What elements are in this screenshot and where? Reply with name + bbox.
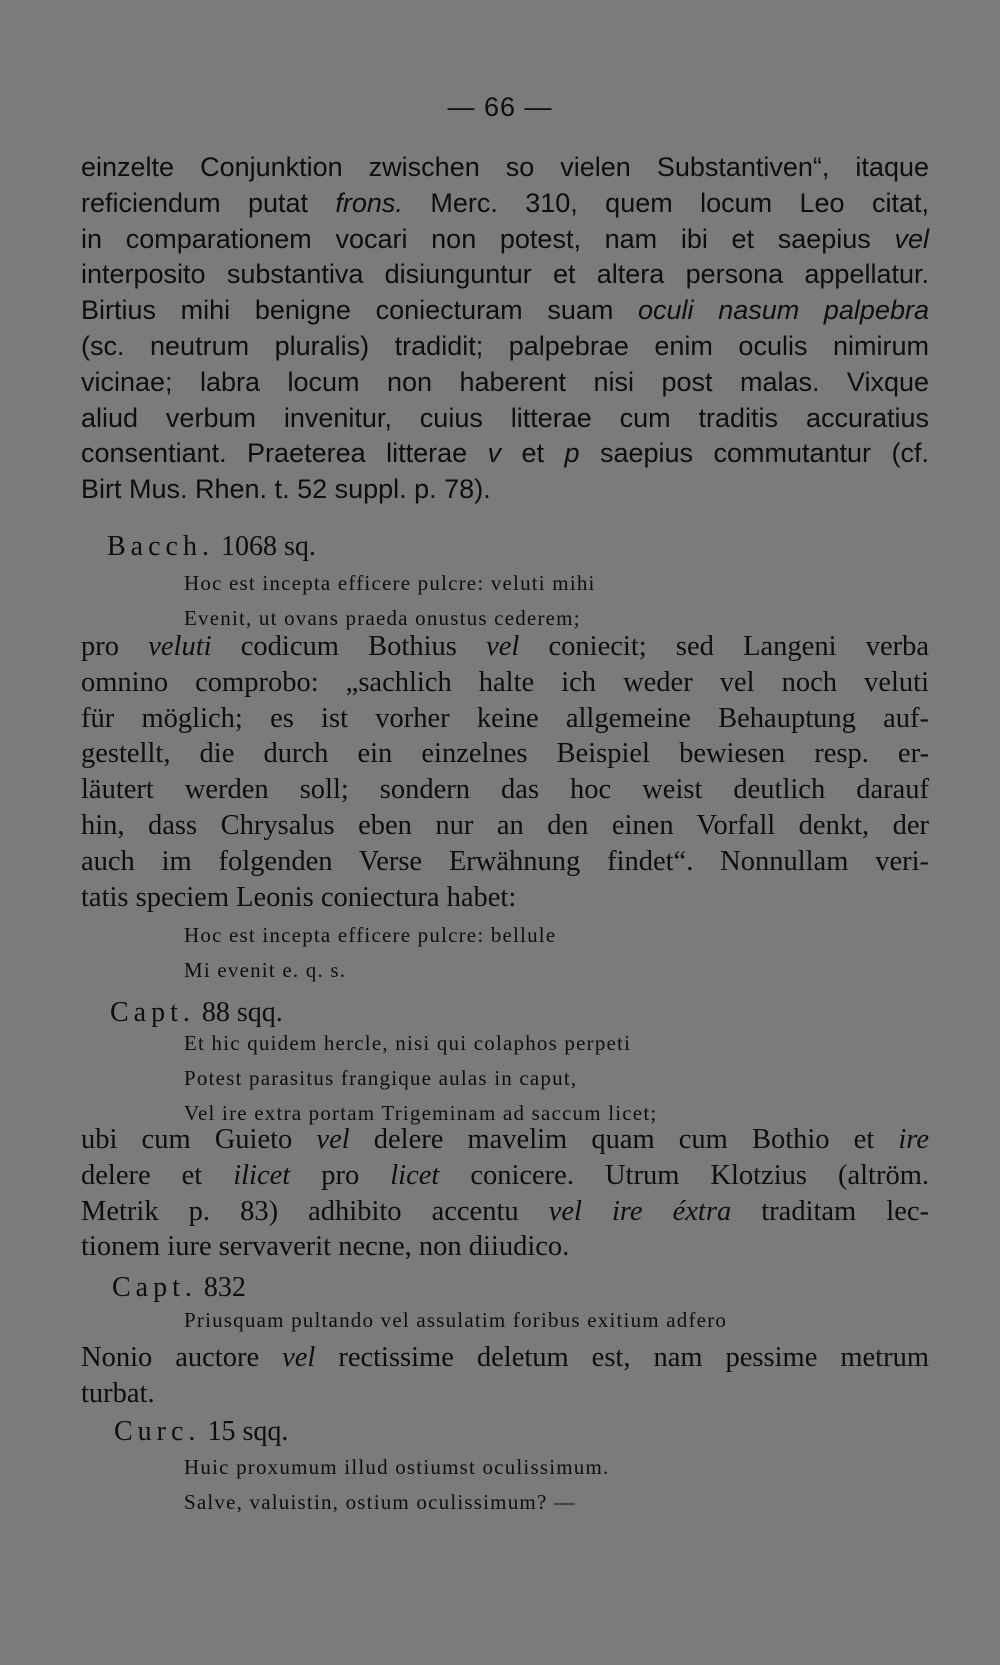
text-line: tatis speciem Leonis coniectura habet: (81, 881, 517, 913)
text-line: Priusquam pultando vel assulatim foribus exitium adfero (184, 1308, 728, 1332)
text-line: für möglich; es ist vorher keine allgemeine Behauptung auf- (81, 702, 929, 734)
paragraph-2 (81, 629, 929, 915)
paragraph-4 (81, 1340, 929, 1412)
quote-2 (184, 918, 556, 988)
quote-5 (184, 1450, 609, 1520)
text-line: hin, dass Chrysalus eben nur an den einen Vorfall denkt, der (81, 809, 929, 841)
text-line: Metrik p. 83) adhibito accentu vel ire éxtra traditam lec- (81, 1195, 930, 1227)
text-line: einzelte Conjunktion zwischen so vielen Substantiven“, itaque (81, 152, 929, 182)
text-line: (sc. neutrum pluralis) tradidit; palpebrae enim oculis nimirum (81, 330, 929, 361)
italic-text: vel (316, 1124, 350, 1155)
text-line: vicinae; labra locum non haberent nisi post malas. Vixque (81, 366, 929, 397)
italic-text: frons. (335, 187, 403, 218)
reference-lines: 15 sqq. (207, 1416, 289, 1447)
text-line: Salve, valuistin, ostium oculissimum? — (184, 1490, 577, 1514)
text-line: Vel ire extra portam Trigeminam ad saccum licet; (184, 1101, 658, 1125)
reference-work: Bacch. (107, 531, 214, 562)
italic-text: ilicet (233, 1159, 291, 1191)
text-line: Hoc est incepta efficere pulcre: bellule (184, 923, 557, 947)
text-line: tionem iure servaverit necne, non diiudico. (81, 1231, 570, 1263)
quote-1 (184, 566, 596, 636)
reference-bacch (107, 530, 316, 564)
text-line: auch im folgenden Verse Erwähnung findet“. Nonnullam veri- (81, 845, 929, 877)
reference-lines: 1068 sq. (220, 531, 316, 562)
reference-lines: 832 (203, 1272, 246, 1303)
page-number: — 66 — (447, 92, 553, 122)
italic-text: ire (898, 1124, 929, 1155)
text-line: Mi evenit e. q. s. (184, 958, 347, 982)
reference-capt-88 (110, 996, 283, 1030)
reference-capt-832 (112, 1271, 246, 1305)
text-line: consentiant. Praeterea litterae v et p saepius commutantur (cf. (81, 438, 929, 469)
text-line: pro veluti codicum Bothius vel coniecit; sed Langeni verba (81, 631, 930, 662)
text-line: Nonio auctore vel rectissime deletum est, nam pessime metrum (81, 1342, 929, 1373)
quote-4 (184, 1303, 727, 1338)
paragraph-1 (81, 150, 929, 508)
text-line: interposito substantiva disiunguntur et altera persona appellatur. (81, 259, 929, 290)
text-line: Et hic quidem hercle, nisi qui colaphos perpeti (184, 1031, 632, 1055)
text-line: gestellt, die durch ein einzelnes Beispiel bewiesen resp. er- (81, 738, 929, 770)
reference-work: Capt. (112, 1272, 197, 1303)
text-line: turbat. (81, 1377, 155, 1409)
text-line: delere et ilicet pro licet conicere. Utrum Klotzius (altröm. (81, 1159, 929, 1191)
italic-text: vel (486, 631, 520, 662)
reference-lines: 88 sqq. (201, 997, 283, 1028)
italic-text: oculi nasum palpebra (638, 295, 929, 326)
italic-text: vel (894, 223, 929, 254)
italic-text: vel ire éxtra (548, 1195, 732, 1227)
italic-text: v (487, 438, 502, 469)
text-line: ubi cum Guieto vel delere mavelim quam cum Bothio et ire (81, 1124, 929, 1155)
italic-text: p (564, 438, 580, 469)
text-line: läutert werden soll; sondern das hoc weist deutlich darauf (81, 774, 929, 806)
text-line: reficiendum putat frons. Merc. 310, quem locum Leo citat, (81, 187, 929, 218)
quote-3 (184, 1026, 657, 1131)
reference-curc (114, 1415, 288, 1449)
text-line: Evenit, ut ovans praeda onustus cederem; (184, 606, 581, 630)
text-line: Hoc est incepta efficere pulcre: veluti mihi (184, 571, 596, 595)
italic-text: licet (390, 1159, 440, 1191)
text-line: Birtius mihi benigne coniecturam suam oculi nasum palpebra (81, 295, 929, 326)
text-line: aliud verbum invenitur, cuius litterae cum traditis accuratius (81, 402, 929, 433)
reference-work: Capt. (110, 997, 195, 1028)
text-line: Huic proxumum illud ostiumst oculissimum. (184, 1455, 610, 1479)
text-line: omnino comprobo: „sachlich halte ich weder vel noch veluti (81, 666, 929, 698)
text-line: Birt Mus. Rhen. t. 52 suppl. p. 78). (81, 474, 491, 505)
italic-text: veluti (148, 631, 212, 662)
italic-text: vel (282, 1342, 316, 1373)
paragraph-3 (81, 1122, 929, 1265)
reference-work: Curc. (114, 1416, 201, 1447)
text-line: Potest parasitus frangique aulas in caput, (184, 1066, 578, 1090)
text-line: in comparationem vocari non potest, nam ibi et saepius vel (81, 223, 929, 254)
